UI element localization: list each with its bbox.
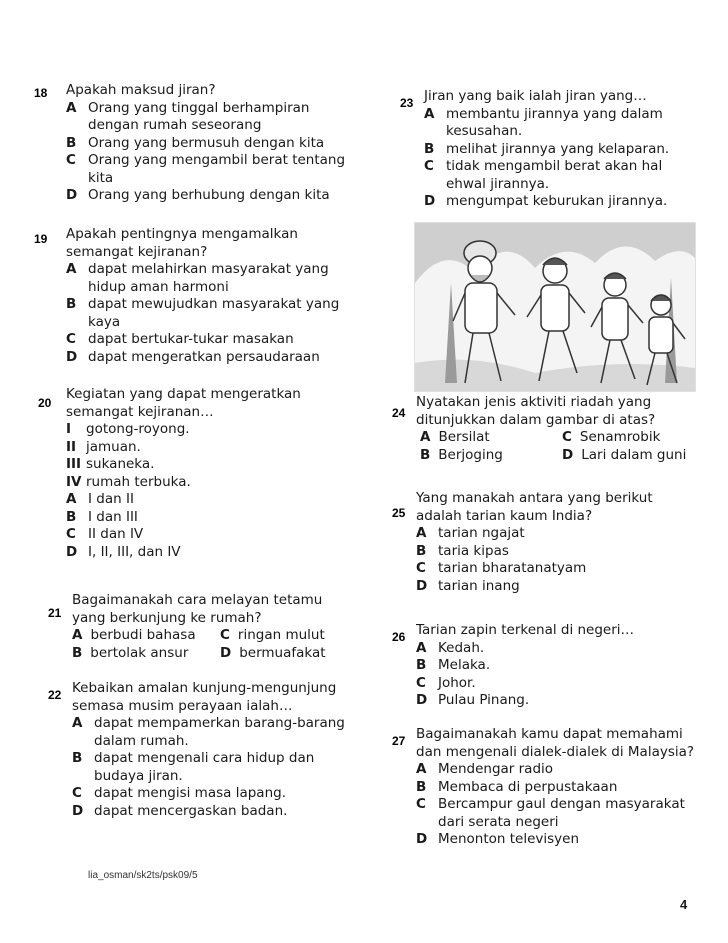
question-18 xyxy=(66,82,358,205)
option-c[interactable]: C ringan mulut xyxy=(220,627,325,643)
statement-i: I gotong-royong. xyxy=(66,421,190,437)
option-c[interactable]: C dapat bertukar-tukar masakan xyxy=(66,331,294,347)
question-number: 21 xyxy=(48,606,62,620)
question-number: 24 xyxy=(392,406,406,420)
question-number: 27 xyxy=(392,734,406,748)
question-stem: Kegiatan yang dapat mengeratkan semangat kejiranan… xyxy=(66,386,301,420)
option-b[interactable]: B Berjoging xyxy=(420,446,503,463)
option-c[interactable]: C Johor. xyxy=(416,674,476,691)
option-d[interactable]: D bermuafakat xyxy=(220,644,326,661)
question-number: 23 xyxy=(400,96,414,110)
question-24 xyxy=(416,394,696,464)
option-a[interactable]: A dapat melahirkan masyarakat yang hidup aman harmoni xyxy=(66,261,329,295)
jogging-people-illustration xyxy=(414,222,696,392)
option-b[interactable]: B melihat jirannya yang kelaparan. xyxy=(424,140,670,157)
option-d[interactable]: D dapat mencergaskan badan. xyxy=(72,802,288,819)
question-21 xyxy=(72,592,360,662)
option-a[interactable]: A berbudi bahasa xyxy=(72,627,196,643)
option-d[interactable]: D Menonton televisyen xyxy=(416,831,580,847)
question-27 xyxy=(416,726,698,849)
option-c[interactable]: C dapat mengisi masa lapang. xyxy=(72,785,286,801)
option-c[interactable]: C tidak mengambil berat akan hal ehwal jirannya. xyxy=(424,158,663,192)
question-stem: Nyatakan jenis aktiviti riadah yang ditunjukkan dalam gambar di atas? xyxy=(416,394,656,428)
statement-ii: II jamuan. xyxy=(66,438,141,455)
option-d[interactable]: D tarian inang xyxy=(416,577,520,594)
option-a[interactable]: A Orang yang tinggal berhampiran dengan rumah seseorang xyxy=(66,99,310,133)
question-number: 25 xyxy=(392,506,406,520)
question-number: 19 xyxy=(34,232,48,246)
option-a[interactable]: A membantu jirannya yang dalam kesusahan. xyxy=(424,105,663,139)
option-b[interactable]: B Orang yang bermusuh dengan kita xyxy=(66,134,325,151)
option-c[interactable]: C Orang yang mengambil berat tentang kita xyxy=(66,152,346,186)
question-stem: Bagaimanakah cara melayan tetamu yang berkunjung ke rumah? xyxy=(72,592,323,626)
option-c[interactable]: C II dan IV xyxy=(66,526,144,542)
question-23 xyxy=(424,88,696,211)
question-stem: Tarian zapin terkenal di negeri… xyxy=(416,622,635,638)
statement-iii: III sukaneka. xyxy=(66,456,155,472)
footer-code: lia_osman/sk2ts/psk09/5 xyxy=(88,870,198,881)
page-number: 4 xyxy=(680,897,688,912)
option-b[interactable]: B dapat mengenali cara hidup dan budaya jiran. xyxy=(72,750,315,784)
option-b[interactable]: B bertolak ansur xyxy=(72,644,189,661)
question-25 xyxy=(416,490,696,595)
option-a[interactable]: A dapat mempamerkan barang-barang dalam rumah. xyxy=(72,715,345,749)
question-19 xyxy=(66,226,358,366)
question-number: 20 xyxy=(38,396,52,410)
question-stem: Kebaikan amalan kunjung-mengunjung semasa musim perayaan ialah… xyxy=(72,680,337,714)
question-26 xyxy=(416,622,696,710)
option-a[interactable]: A Bersilat xyxy=(420,429,490,445)
question-stem: Yang manakah antara yang berikut adalah tarian kaum India? xyxy=(416,490,653,524)
option-b[interactable]: B taria kipas xyxy=(416,542,509,559)
question-20 xyxy=(66,386,358,561)
option-a[interactable]: A Kedah. xyxy=(416,639,485,656)
option-b[interactable]: B Melaka. xyxy=(416,657,491,673)
option-c[interactable]: C tarian bharatanatyam xyxy=(416,560,587,576)
question-number: 26 xyxy=(392,630,406,644)
question-stem: Apakah maksud jiran? xyxy=(66,82,216,98)
option-a[interactable]: A tarian ngajat xyxy=(416,525,525,541)
option-d[interactable]: D Lari dalam guni xyxy=(562,446,687,463)
option-d[interactable]: D mengumpat keburukan jirannya. xyxy=(424,193,668,209)
option-a[interactable]: A I dan II xyxy=(66,491,134,507)
option-a[interactable]: A Mendengar radio xyxy=(416,761,554,777)
question-stem: Bagaimanakah kamu dapat memahami dan mengenali dialek-dialek di Malaysia? xyxy=(416,726,695,760)
jogging-illustration-icon xyxy=(415,223,695,391)
option-c[interactable]: C Bercampur gaul dengan masyarakat dari serata negeri xyxy=(416,796,685,830)
option-c[interactable]: C Senamrobik xyxy=(562,429,661,445)
question-number: 18 xyxy=(34,86,48,100)
option-d[interactable]: D dapat mengeratkan persaudaraan xyxy=(66,348,320,365)
statement-iv: IV rumah terbuka. xyxy=(66,473,191,490)
option-b[interactable]: B Membaca di perpustakaan xyxy=(416,778,618,795)
option-d[interactable]: D Orang yang berhubung dengan kita xyxy=(66,187,330,203)
question-stem: Apakah pentingnya mengamalkan semangat kejiranan? xyxy=(66,226,298,260)
option-b[interactable]: B I dan III xyxy=(66,508,138,525)
question-number: 22 xyxy=(48,688,62,702)
question-stem: Jiran yang baik ialah jiran yang… xyxy=(424,88,647,104)
option-d[interactable]: D Pulau Pinang. xyxy=(416,692,530,708)
question-22 xyxy=(72,680,362,820)
option-b[interactable]: B dapat mewujudkan masyarakat yang kaya xyxy=(66,296,340,330)
option-d[interactable]: D I, II, III, dan IV xyxy=(66,543,181,560)
